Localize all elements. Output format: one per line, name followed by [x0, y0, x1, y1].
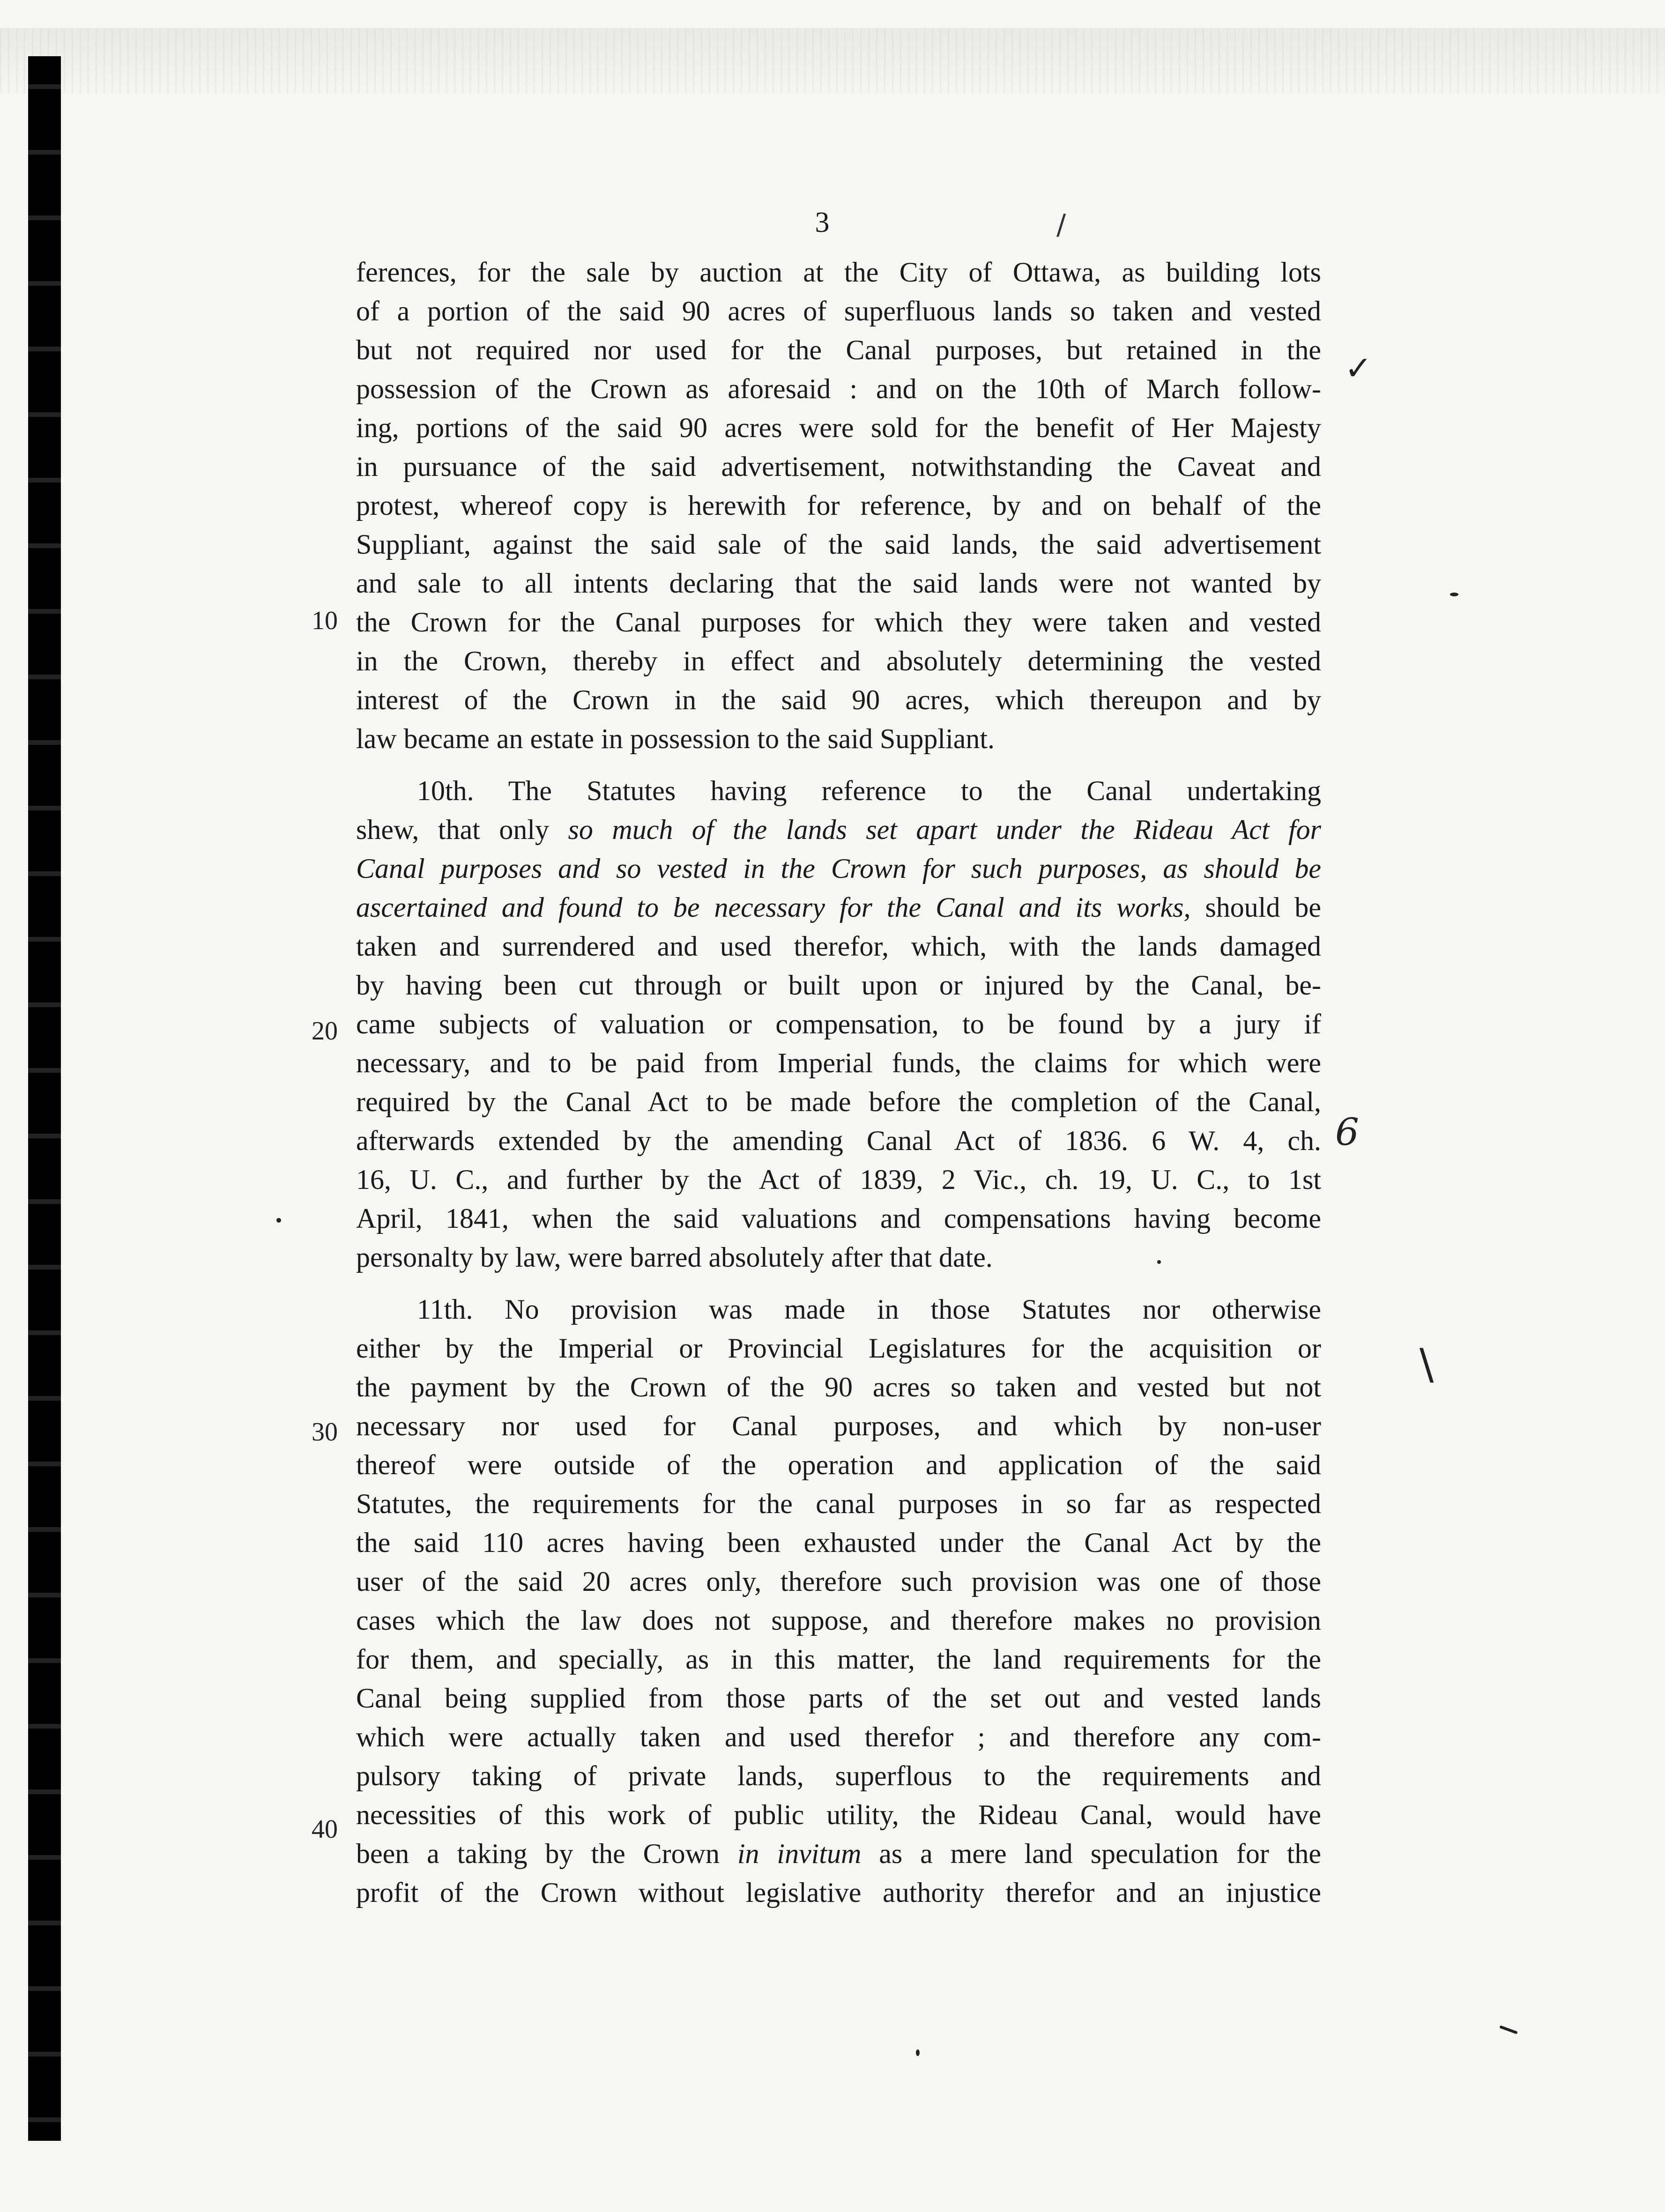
- text-line: profit of the Crown without legislative authority therefor and an injustice: [356, 1877, 1321, 1908]
- text-line: of a portion of the said 90 acres of superfluous lands so taken and vested: [356, 296, 1321, 327]
- paragraph-11th: [356, 1290, 1321, 1912]
- line-number-30: 30: [312, 1418, 338, 1447]
- text-run: should be: [1190, 892, 1321, 923]
- text-line: necessities of this work of public utility, the Rideau Canal, would have: [356, 1799, 1321, 1830]
- margin-check-mark: ✓: [1345, 349, 1372, 387]
- text-run: shew, that only: [356, 814, 568, 845]
- text-line: by having been cut through or built upon or injured by the Canal, be-: [356, 970, 1321, 1001]
- scan-speck: [1499, 2025, 1518, 2034]
- binding-edge: [28, 56, 61, 2141]
- text-line: but not required nor used for the Canal purposes, but retained in the: [356, 334, 1321, 365]
- top-pencil-mark: /: [1056, 208, 1066, 241]
- text-line: in pursuance of the said advertisement, notwithstanding the Caveat and: [356, 451, 1321, 482]
- text-line: protest, whereof copy is herewith for reference, by and on behalf of the: [356, 490, 1321, 521]
- text-line: [356, 810, 1321, 849]
- text-line: which were actually taken and used therefor ; and therefore any com-: [356, 1722, 1321, 1752]
- text-line: thereof were outside of the operation and application of the said: [356, 1449, 1321, 1480]
- page-number: 3: [815, 207, 830, 238]
- text-line: necessary, and to be paid from Imperial funds, the claims for which were: [356, 1047, 1321, 1078]
- text-line: necessary nor used for Canal purposes, and which by non-user: [356, 1410, 1321, 1441]
- text-line: pulsory taking of private lands, superflous to the requirements and: [356, 1760, 1321, 1791]
- paragraph-continuation: [356, 253, 1321, 758]
- italic-run: so much of the lands set apart under the Rideau Act for: [568, 814, 1321, 845]
- text-run: as a mere land speculation for the: [861, 1838, 1322, 1869]
- text-line: interest of the Crown in the said 90 acres, which thereupon and by: [356, 684, 1321, 715]
- paragraph-10th: [356, 772, 1321, 1277]
- text-line: in the Crown, thereby in effect and absolutely determining the vested: [356, 646, 1321, 676]
- text-line: 16, U. C., and further by the Act of 1839, 2 Vic., ch. 19, U. C., to 1st: [356, 1164, 1321, 1195]
- text-line: for them, and specially, as in this matter, the land requirements for the: [356, 1644, 1321, 1675]
- scan-speck: [1450, 593, 1458, 596]
- text-run: been a taking by the Crown: [356, 1838, 737, 1869]
- scan-speck: [276, 1218, 281, 1223]
- text-line: law became an estate in possession to the said Suppliant.: [356, 723, 995, 754]
- scan-speck: [916, 2049, 920, 2056]
- text-line: personalty by law, were barred absolutely after that date.: [356, 1242, 993, 1273]
- text-line: Canal purposes and so vested in the Crown for such purposes, as should be: [356, 853, 1321, 884]
- text-line: the Crown for the Canal purposes for which they were taken and vested: [356, 607, 1321, 638]
- text-line: and sale to all intents declaring that the said lands were not wanted by: [356, 568, 1321, 599]
- italic-run: in invitum: [737, 1838, 862, 1869]
- document-body: [356, 253, 1321, 1925]
- text-line: possession of the Crown as aforesaid : and on the 10th of March follow-: [356, 373, 1321, 404]
- text-line: required by the Canal Act to be made before the completion of the Canal,: [356, 1086, 1321, 1117]
- text-line: ferences, for the sale by auction at the City of Ottawa, as building lots: [356, 257, 1321, 288]
- line-number-40: 40: [312, 1815, 338, 1844]
- line-number-10: 10: [312, 606, 338, 635]
- text-line: Statutes, the requirements for the canal purposes in so far as respected: [356, 1488, 1321, 1519]
- text-line: the said 110 acres having been exhausted under the Canal Act by the: [356, 1527, 1321, 1558]
- text-line: 10th. The Statutes having reference to the Canal undertaking: [417, 775, 1321, 806]
- text-line: the payment by the Crown of the 90 acres so taken and vested but not: [356, 1372, 1321, 1403]
- scan-noise-top: [0, 28, 1665, 94]
- text-line: user of the said 20 acres only, therefore such provision was one of those: [356, 1566, 1321, 1597]
- text-line: Suppliant, against the said sale of the said lands, the said advertisement: [356, 529, 1321, 560]
- text-line: cases which the law does not suppose, and therefore makes no provision: [356, 1605, 1321, 1636]
- italic-run: ascertained and found to be necessary for the Canal and its works,: [356, 892, 1191, 923]
- line-number-20: 20: [312, 1017, 338, 1046]
- text-line: Canal being supplied from those parts of the set out and vested lands: [356, 1683, 1321, 1714]
- text-line: ing, portions of the said 90 acres were sold for the benefit of Her Majesty: [356, 412, 1321, 443]
- text-line: [356, 888, 1321, 927]
- text-line: [356, 1834, 1321, 1873]
- text-line: April, 1841, when the said valuations and compensations having become: [356, 1203, 1321, 1234]
- text-line: 11th. No provision was made in those Statutes nor otherwise: [417, 1294, 1321, 1325]
- text-line: either by the Imperial or Provincial Legislatures for the acquisition or: [356, 1333, 1321, 1364]
- text-line: came subjects of valuation or compensation, to be found by a jury if: [356, 1009, 1321, 1039]
- text-line: taken and surrendered and used therefor, which, with the lands damaged: [356, 931, 1321, 962]
- margin-slash-mark: \: [1420, 1340, 1434, 1389]
- text-line: afterwards extended by the amending Canal Act of 1836. 6 W. 4, ch.: [356, 1125, 1321, 1156]
- margin-handwritten-six: 6: [1335, 1110, 1359, 1154]
